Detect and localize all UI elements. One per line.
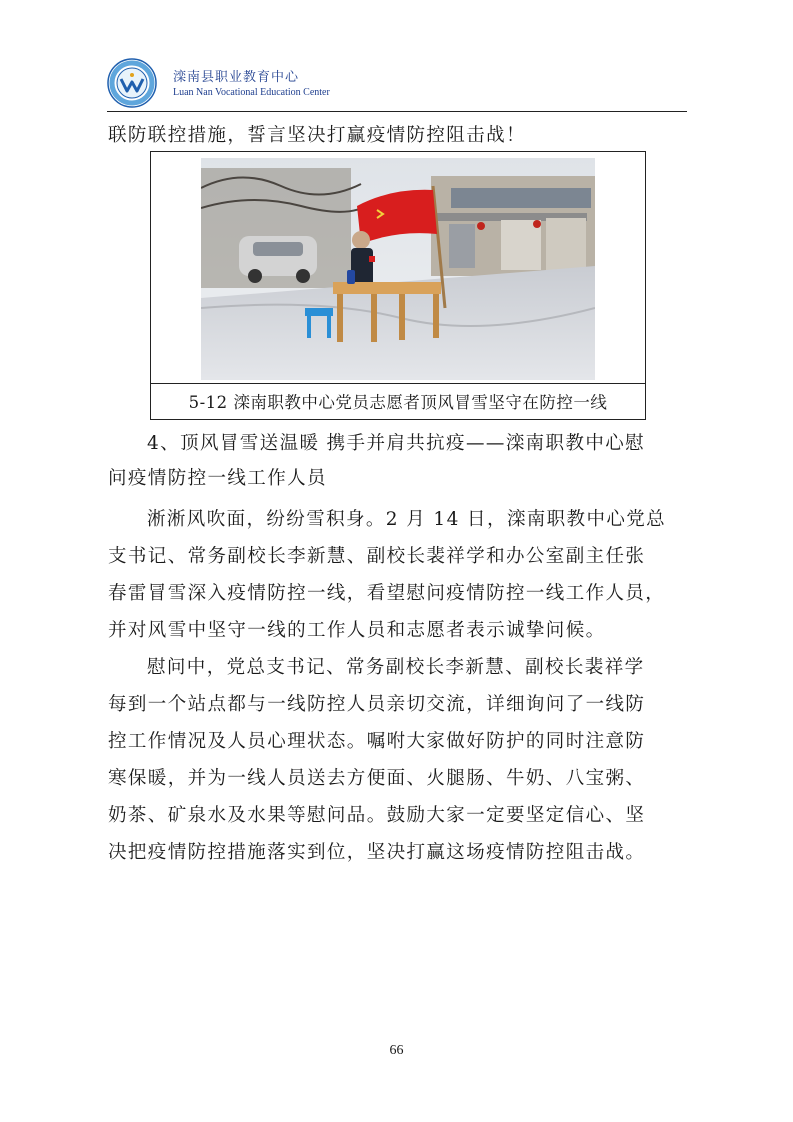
paragraph-continuation: 联防联控措施，誓言坚决打赢疫情防控阻击战！: [108, 125, 526, 146]
volunteer-photo: [201, 158, 595, 380]
paragraph-2-line-1: 慰问中，党总支书记、常务副校长李新慧、副校长裴祥学: [147, 657, 645, 678]
paragraph-1-line-3: 春雷冒雪深入疫情防控一线，看望慰问疫情防控一线工作人员，: [108, 583, 666, 604]
paragraph-1-line-2: 支书记、常务副校长李新慧、副校长裴祥学和办公室副主任张: [108, 546, 646, 567]
org-name-en: Luan Nan Vocational Education Center: [173, 87, 330, 98]
caption-divider: [151, 383, 645, 384]
section-heading-line-1: 4、顶风冒雪送温暖 携手并肩共抗疫——滦南职教中心慰: [147, 433, 646, 454]
paragraph-2-line-5: 奶茶、矿泉水及水果等慰问品。鼓励大家一定要坚定信心、坚: [108, 805, 646, 826]
paragraph-1-line-1: 淅淅风吹面，纷纷雪积身。2 月 14 日，滦南职教中心党总: [147, 509, 667, 530]
page-number: 66: [389, 1043, 404, 1058]
photo-figure: [150, 151, 646, 420]
paragraph-2-line-4: 寒保暖，并为一线人员送去方便面、火腿肠、牛奶、八宝粥、: [108, 768, 646, 789]
section-heading-line-2: 问疫情防控一线工作人员: [108, 468, 327, 489]
school-logo-icon: [107, 58, 157, 108]
paragraph-2-line-6: 决把疫情防控措施落实到位，坚决打赢这场疫情防控阻击战。: [108, 842, 646, 863]
paragraph-2-line-2: 每到一个站点都与一线防控人员亲切交流，详细询问了一线防: [108, 694, 646, 715]
paragraph-1-line-4: 并对风雪中坚守一线的工作人员和志愿者表示诚挚问候。: [108, 620, 606, 641]
paragraph-2-line-3: 控工作情况及人员心理状态。嘱咐大家做好防护的同时注意防: [108, 731, 646, 752]
header-divider: [107, 111, 687, 112]
org-name-cn: 滦南县职业教育中心: [173, 70, 300, 85]
page-header: [107, 58, 687, 110]
figure-caption: 5-12 滦南职教中心党员志愿者顶风冒雪坚守在防控一线: [188, 393, 608, 412]
